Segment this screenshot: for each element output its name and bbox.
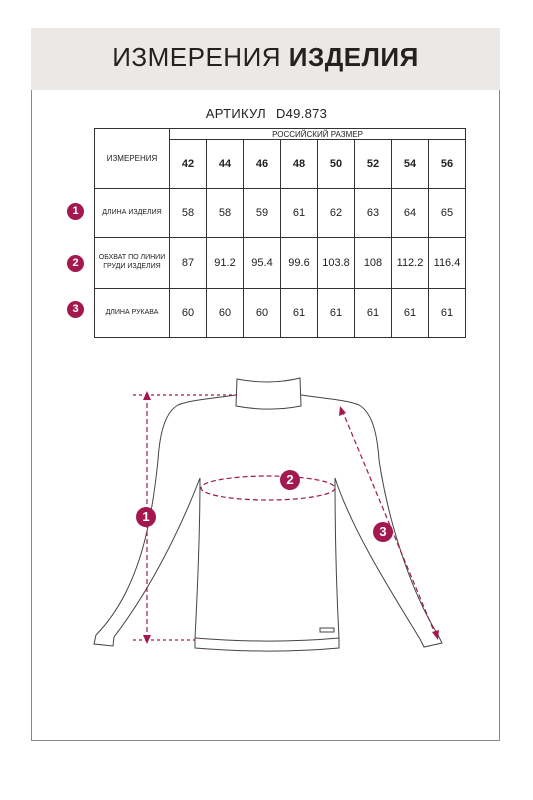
size-header-cell: 44 xyxy=(207,140,244,189)
table-cell: 61 xyxy=(281,289,318,338)
table-cell: 63 xyxy=(355,189,392,238)
table-cell: 61 xyxy=(355,289,392,338)
table-cell: 108 xyxy=(355,238,392,289)
table-cell: 59 xyxy=(244,189,281,238)
title-light: ИЗМЕРЕНИЯ xyxy=(112,42,282,72)
table-cell: 58 xyxy=(170,189,207,238)
brand-label xyxy=(320,628,334,632)
table-cell: 87 xyxy=(170,238,207,289)
size-group-label: РОССИЙСКИЙ РАЗМЕР xyxy=(170,129,466,140)
diagram-marker-1: 1 xyxy=(136,507,156,527)
row-label: ДЛИНА РУКАВА xyxy=(95,289,170,338)
length-arrow-bottom xyxy=(143,635,151,644)
size-header-cell: 46 xyxy=(244,140,281,189)
body-outline xyxy=(195,478,339,651)
table-cell: 64 xyxy=(392,189,429,238)
title-bold: ИЗДЕЛИЯ xyxy=(288,42,419,72)
collar-outline xyxy=(236,378,301,409)
table-cell: 60 xyxy=(244,289,281,338)
length-arrow-top xyxy=(143,391,151,400)
table-cell: 112.2 xyxy=(392,238,429,289)
table-cell: 91.2 xyxy=(207,238,244,289)
size-header-cell: 50 xyxy=(318,140,355,189)
row-badge-2: 2 xyxy=(67,255,84,272)
table-cell: 62 xyxy=(318,189,355,238)
left-cuff xyxy=(94,635,114,646)
left-sleeve-inner xyxy=(114,478,200,637)
sleeve-arrow-top xyxy=(339,406,346,416)
row-badge-1: 1 xyxy=(67,203,84,220)
table-cell: 61 xyxy=(392,289,429,338)
right-cuff xyxy=(420,635,442,647)
article-label: АРТИКУЛ xyxy=(205,106,267,121)
size-header-cell: 52 xyxy=(355,140,392,189)
table-cell: 60 xyxy=(207,289,244,338)
row-label: ОБХВАТ ПО ЛИНИИ ГРУДИ ИЗДЕЛИЯ xyxy=(95,238,170,289)
table-cell: 60 xyxy=(170,289,207,338)
table-cell: 65 xyxy=(429,189,466,238)
left-sleeve-outer xyxy=(96,395,236,635)
sleeve-arrow-bottom xyxy=(432,630,439,640)
corner-label: ИЗМЕРЕНИЯ xyxy=(95,129,170,189)
table-cell: 61 xyxy=(281,189,318,238)
diagram-marker-2: 2 xyxy=(280,470,300,490)
row-badge-3: 3 xyxy=(67,301,84,318)
right-sleeve-inner xyxy=(335,478,420,639)
size-header-cell: 54 xyxy=(392,140,429,189)
size-header-cell: 48 xyxy=(281,140,318,189)
table-cell: 103.8 xyxy=(318,238,355,289)
size-header-cell: 56 xyxy=(429,140,466,189)
table-cell: 116.4 xyxy=(429,238,466,289)
table-cell: 58 xyxy=(207,189,244,238)
size-header-cell: 42 xyxy=(170,140,207,189)
table-cell: 99.6 xyxy=(281,238,318,289)
diagram-marker-3: 3 xyxy=(373,522,393,542)
table-cell: 95.4 xyxy=(244,238,281,289)
row-label: ДЛИНА ИЗДЕЛИЯ xyxy=(95,189,170,238)
right-sleeve-outer xyxy=(301,395,438,635)
hem-line xyxy=(195,638,339,641)
article-code: D49.873 xyxy=(275,106,328,121)
table-cell: 61 xyxy=(318,289,355,338)
chest-line xyxy=(201,476,335,500)
table-cell: 61 xyxy=(429,289,466,338)
